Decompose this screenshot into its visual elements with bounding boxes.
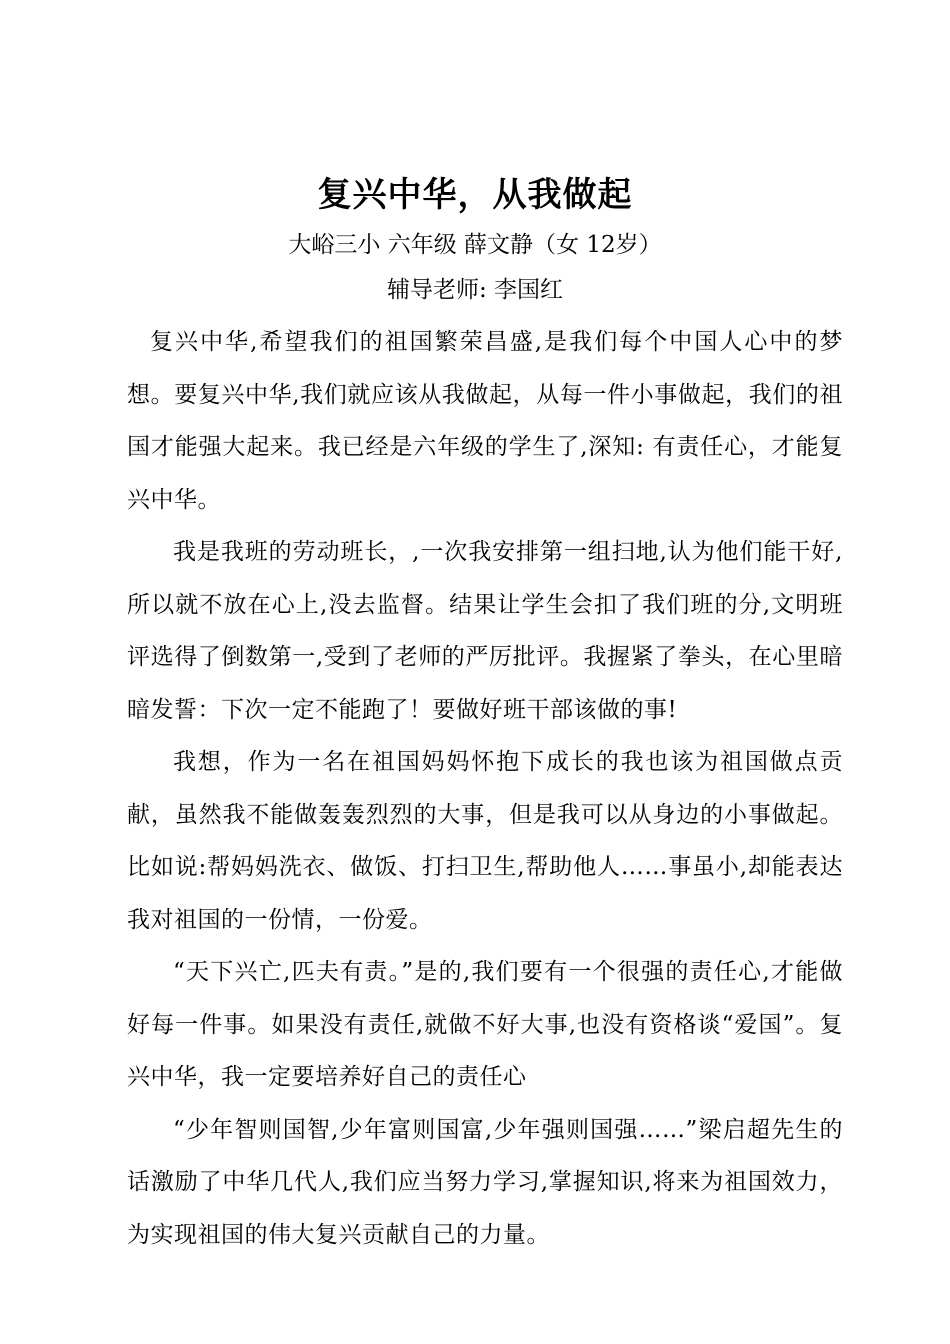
tutor-line: 辅导老师: 李国红: [386, 277, 564, 303]
essay-title: 复兴中华，从我做起: [317, 175, 633, 215]
author-line: 大峪三小 六年级 薛文静（女 12岁）: [288, 232, 662, 258]
paragraph-5: “少年智则国智,少年富则国富,少年强则国强……”梁启超先生的话激励了中华几代人,我们应当努力学习,掌握知识,将来为祖国效力，为实现祖国的伟大复兴贡献自己的力量。: [127, 1116, 843, 1248]
paragraph-3: 我想，作为一名在祖国妈妈怀抱下成长的我也该为祖国做点贡献，虽然我不能做轰轰烈烈的大事，但是我可以从身边的小事做起。比如说:帮妈妈洗衣、做饭、打扫卫生,帮助他人……事虽小,却能表达我对祖国的一份情，一份爱。: [127, 749, 843, 933]
paragraph-1: 复兴中华,希望我们的祖国繁荣昌盛,是我们每个中国人心中的梦想。要复兴中华,我们就应该从我做起，从每一件小事做起，我们的祖国才能强大起来。我已经是六年级的学生了,深知: 有责任心，才能复兴中华。: [127, 329, 843, 513]
essay-body: [127, 316, 843, 1261]
paragraph-4: “天下兴亡,匹夫有责。”是的,我们要有一个很强的责任心,才能做好每一件事。如果没有责任,就做不好大事,也没有资格谈“爱国”。复兴中华，我一定要培养好自己的责任心: [127, 959, 843, 1090]
paragraph-2: 我是我班的劳动班长，,一次我安排第一组扫地,认为他们能干好,所以就不放在心上,没去监督。结果让学生会扣了我们班的分,文明班评选得了倒数第一,受到了老师的严厉批评。我握紧了拳头，在心里暗暗发誓：下次一定不能跑了！要做好班干部该做的事!: [127, 539, 843, 723]
